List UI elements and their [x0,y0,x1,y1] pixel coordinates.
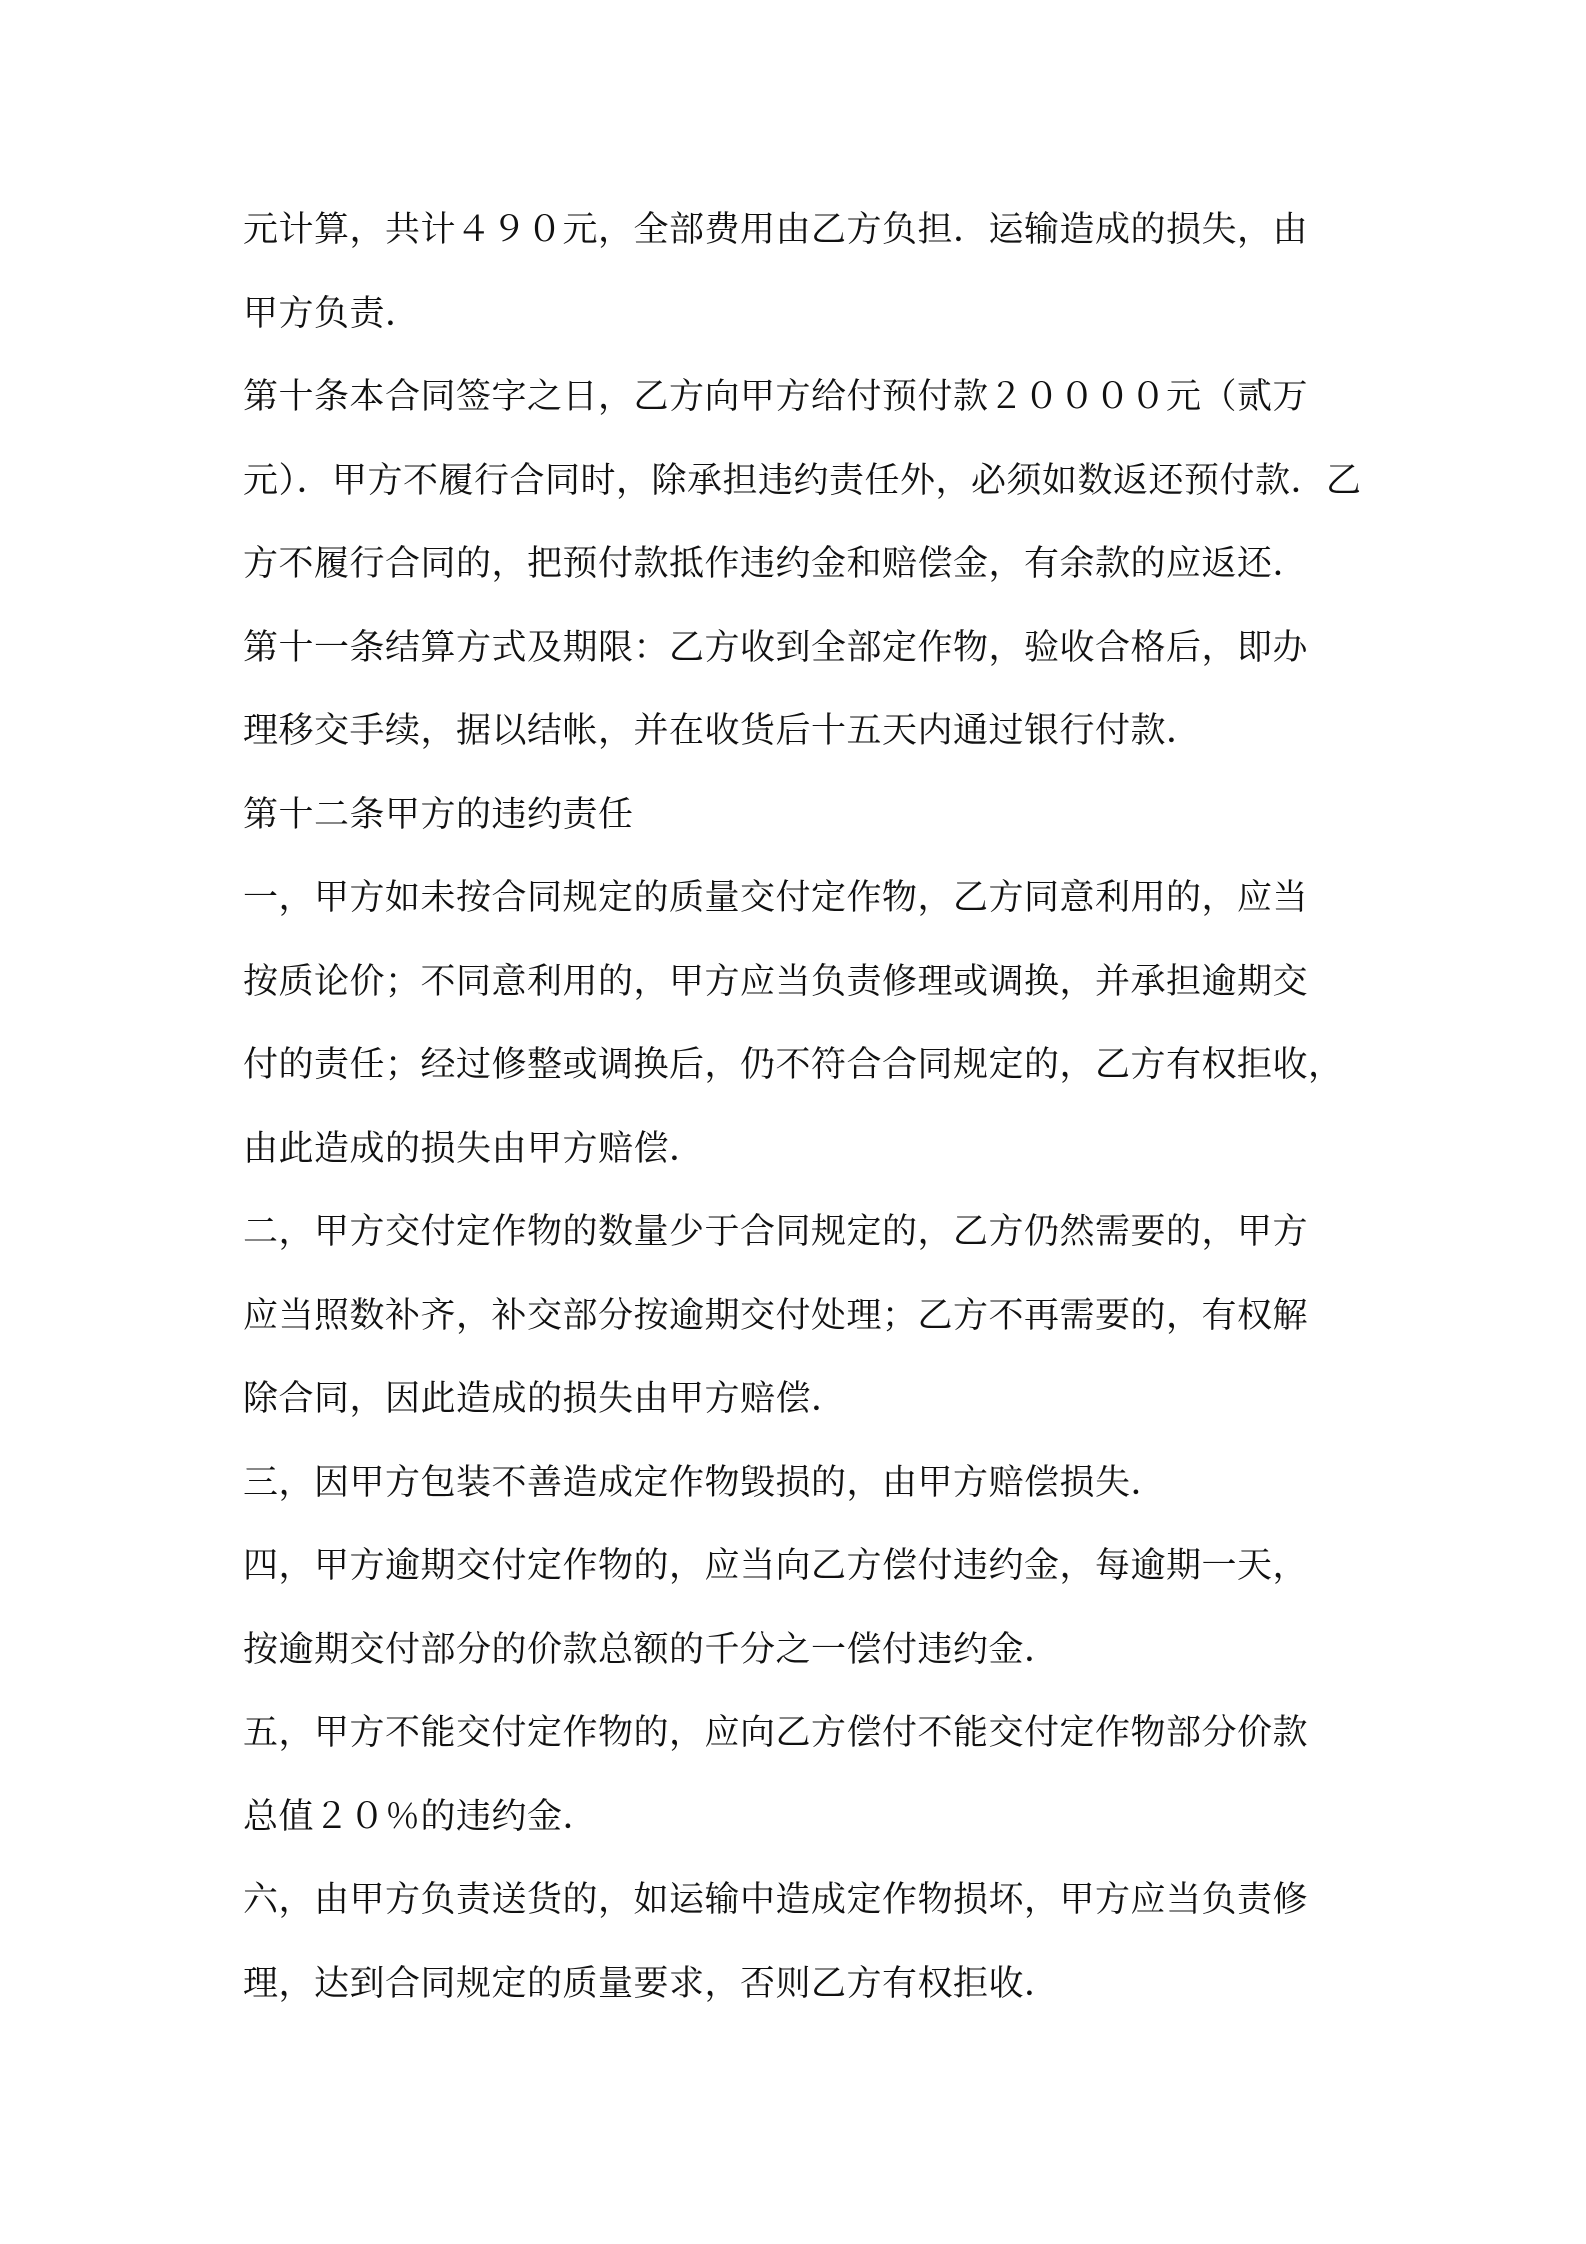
clause-12-heading: 第十二条甲方的违约责任 [243,794,634,835]
text-line: 除合同，因此造成的损失由甲方赔偿． [243,1379,847,1419]
item-1-line: 一，甲方如未按合同规定的质量交付定作物，乙方同意利用的，应当 [243,878,1309,918]
text-line: 总值２０％的违约金． [243,1796,599,1837]
text-line: 理，达到合同规定的质量要求，否则乙方有权拒收． [243,1963,1060,2004]
text-line: 理移交手续，据以结帐，并在收货后十五天内通过银行付款． [243,711,1202,751]
item-6-line: 六，由甲方负责送货的，如运输中造成定作物损坏，甲方应当负责修 [243,1880,1309,1920]
text-line: 由此造成的损失由甲方赔偿． [243,1128,705,1169]
text-line: 按质论价；不同意利用的，甲方应当负责修理或调换，并承担逾期交 [243,961,1309,1002]
item-3-line: 三，因甲方包装不善造成定作物毁损的，由甲方赔偿损失． [243,1462,1167,1503]
text-line: 甲方负责． [243,293,421,334]
clause-11-line: 第十一条结算方式及期限：乙方收到全部定作物，验收合格后，即办 [243,627,1309,668]
item-2-line: 二，甲方交付定作物的数量少于合同规定的，乙方仍然需要的，甲方 [243,1212,1309,1252]
text-line: 元计算，共计４９０元，全部费用由乙方负担．运输造成的损失，由 [243,210,1309,250]
text-line: 应当照数补齐，补交部分按逾期交付处理；乙方不再需要的，有权解 [243,1295,1309,1336]
text-line: 付的责任；经过修整或调换后，仍不符合合同规定的，乙方有权拒收， [243,1045,1344,1085]
text-line: 元）．甲方不履行合同时，除承担违约责任外，必须如数返还预付款．乙 [243,460,1362,501]
contract-text-body [243,202,1363,2039]
item-5-line: 五，甲方不能交付定作物的，应向乙方偿付不能交付定作物部分价款 [243,1713,1309,1753]
text-line: 按逾期交付部分的价款总额的千分之一偿付违约金． [243,1629,1060,1670]
clause-10-line: 第十条本合同签字之日，乙方向甲方给付预付款２００００元（贰万 [243,377,1309,417]
item-4-line: 四，甲方逾期交付定作物的，应当向乙方偿付违约金，每逾期一天， [243,1546,1309,1586]
text-line: 方不履行合同的，把预付款抵作违约金和赔偿金，有余款的应返还． [243,544,1309,584]
